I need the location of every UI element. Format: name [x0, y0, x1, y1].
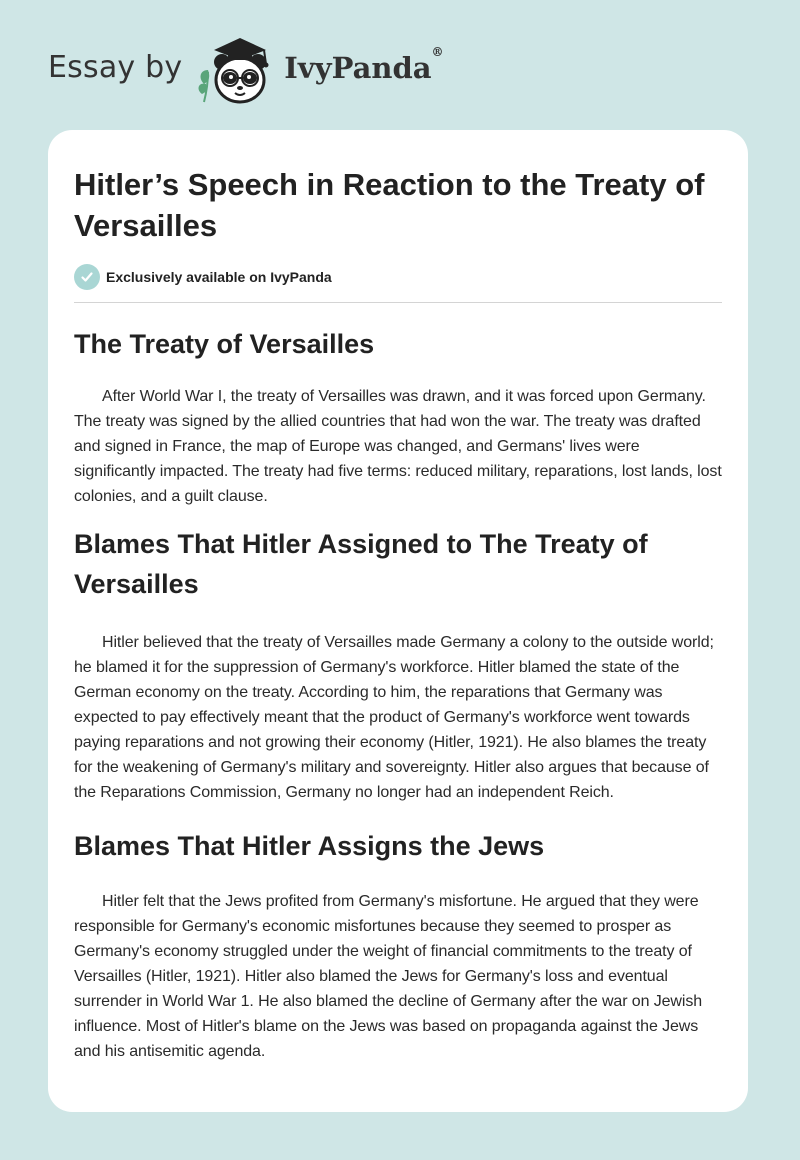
section-paragraph: Hitler felt that the Jews profited from Germany's misfortune. He argued that they were responsible for Germany's economic misfortunes because they seemed to prosper as Germany's economy struggled under the weight of financial commitments to the treaty of Versailles (Hitler, 1921). Hitler also blamed the Jews for Germany's loss and eventual surrender in World War 1. He also blamed the decline of Germany after the war on Jewish influence. Most of Hitler's blame on the Jews was based on propaganda against the Jews and his antisemitic agenda.: [74, 893, 703, 1060]
check-icon: [74, 264, 100, 290]
section-heading: Blames That Hitler Assigns the Jews: [74, 831, 545, 861]
section-blames-treaty: [74, 524, 722, 805]
panda-logo-icon: [196, 32, 280, 108]
exclusive-badge: [74, 264, 722, 290]
section-paragraph: Hitler believed that the treaty of Versailles made Germany a colony to the outside world; he blamed it for the suppression of Germany's workforce. Hitler blamed the state of the German economy on the treaty. According to him, the reparations that Germany was expected to pay effectively meant that the product of Germany's workforce went towards paying reparations and not growing their economy (Hitler, 1921). He also blames the treaty for the weakening of Germany's military and sovereignty. Hitler also argues that because of the Reparations Commission, Germany no longer had an independent Reich.: [74, 634, 714, 801]
registered-mark: ®: [431, 45, 444, 59]
essay-card: [48, 130, 748, 1112]
section-blames-jews: [74, 826, 722, 1064]
section-heading: The Treaty of Versailles: [74, 329, 375, 359]
essay-title: Hitler’s Speech in Reaction to the Treaty of Versailles: [74, 167, 705, 243]
section-treaty: [74, 324, 722, 509]
section-heading: Blames That Hitler Assigned to The Treaty of Versailles: [74, 529, 648, 599]
brand-prefix: Essay by: [48, 49, 183, 85]
section-paragraph: After World War I, the treaty of Versailles was drawn, and it was forced upon Germany. The treaty was signed by the allied countries that had won the war. The treaty was drafted and signed in France, the map of Europe was changed, and Germans' lives were significantly impacted. The treaty had five terms: reduced military, reparations, lost lands, lost colonies, and a guilt clause.: [74, 388, 722, 505]
badge-text: Exclusively available on IvyPanda: [106, 269, 332, 285]
divider: [74, 302, 722, 303]
brand-name: IvyPanda®: [284, 45, 444, 85]
brand-header: [48, 30, 444, 110]
